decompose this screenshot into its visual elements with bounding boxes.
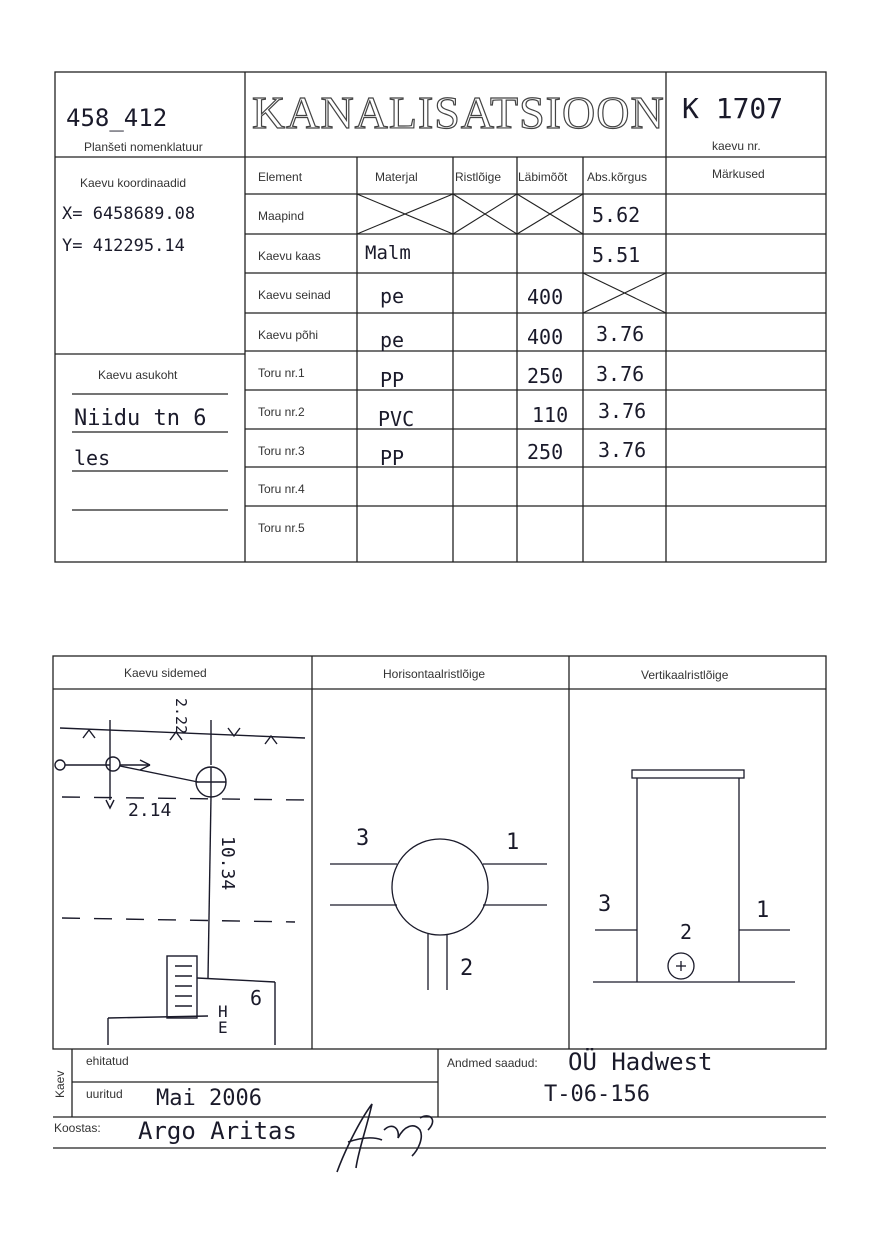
data-source-value: OÜ Hadwest bbox=[568, 1048, 713, 1076]
well-side-label: Kaev bbox=[53, 1070, 67, 1098]
cell-diameter: 250 bbox=[527, 364, 564, 388]
column-header-abs-height: Abs.kõrgus bbox=[587, 170, 648, 184]
cell-abs-height: 3.76 bbox=[596, 362, 645, 386]
location-line-2: les bbox=[74, 446, 111, 470]
data-reference: T-06-156 bbox=[544, 1082, 650, 1107]
surveyed-label: uuritud bbox=[86, 1087, 123, 1101]
cell-abs-height: 3.76 bbox=[598, 399, 647, 423]
cell-material: PP bbox=[380, 368, 405, 392]
cell-abs-height: 5.51 bbox=[592, 243, 641, 267]
cell-material: pe bbox=[380, 328, 405, 352]
coordinate-x: X= 6458689.08 bbox=[62, 204, 196, 224]
row-label: Kaevu põhi bbox=[258, 328, 319, 342]
row-label: Toru nr.4 bbox=[258, 482, 305, 496]
links-letters: HE bbox=[218, 1002, 228, 1037]
cell-diameter: 250 bbox=[527, 440, 564, 464]
vertical-pipe-right-label: 1 bbox=[756, 898, 770, 923]
column-header-cross-section: Ristlõige bbox=[455, 170, 502, 184]
location-label: Kaevu asukoht bbox=[98, 368, 178, 382]
row-label: Maapind bbox=[258, 209, 305, 223]
cell-diameter: 400 bbox=[527, 325, 564, 349]
cell-diameter: 110 bbox=[532, 403, 569, 427]
signature-mark bbox=[337, 1104, 433, 1172]
row-label: Kaevu seinad bbox=[258, 288, 331, 302]
horizontal-pipe-bottom-label: 2 bbox=[460, 956, 474, 981]
cell-material: Malm bbox=[365, 242, 411, 264]
column-header-element: Element bbox=[258, 170, 303, 184]
links-distance: 10.34 bbox=[217, 836, 238, 891]
column-header-diameter: Läbimõõt bbox=[518, 170, 568, 184]
row-label: Toru nr.5 bbox=[258, 521, 305, 535]
horizontal-pipe-left-label: 3 bbox=[356, 826, 370, 851]
vertical-pipe-bottom-label: 2 bbox=[680, 920, 693, 944]
coordinates-label: Kaevu koordinaadid bbox=[80, 176, 187, 190]
cell-abs-height: 5.62 bbox=[592, 203, 641, 227]
links-house-number: 6 bbox=[250, 986, 263, 1010]
form-title: KANALISATSIOON bbox=[252, 87, 665, 138]
surveyed-value: Mai 2006 bbox=[156, 1086, 262, 1111]
cell-abs-height: 3.76 bbox=[596, 322, 645, 346]
cell-material: pe bbox=[380, 284, 405, 308]
nomenclature-value: 458_412 bbox=[66, 104, 168, 132]
built-label: ehitatud bbox=[86, 1054, 129, 1068]
links-offset: 2.14 bbox=[128, 800, 172, 821]
horizontal-panel-label: Horisontaalristlõige bbox=[383, 667, 486, 681]
vertical-pipe-left-label: 3 bbox=[598, 892, 612, 917]
links-panel-label: Kaevu sidemed bbox=[124, 666, 207, 680]
column-header-material: Materjal bbox=[375, 170, 418, 184]
row-label: Toru nr.1 bbox=[258, 366, 305, 380]
cell-material: PP bbox=[380, 446, 405, 470]
vertical-panel-label: Vertikaalristlõige bbox=[641, 668, 729, 682]
nomenclature-label: Planšeti nomenklatuur bbox=[84, 140, 203, 154]
row-label: Toru nr.2 bbox=[258, 405, 305, 419]
compiled-by-value: Argo Aritas bbox=[138, 1117, 297, 1145]
horizontal-pipe-right-label: 1 bbox=[506, 830, 520, 855]
compiled-by-label: Koostas: bbox=[54, 1121, 101, 1135]
cell-abs-height: 3.76 bbox=[598, 438, 647, 462]
well-number-label: kaevu nr. bbox=[712, 139, 761, 153]
links-top-number: 2.22 bbox=[172, 698, 190, 735]
location-line-1: Niidu tn 6 bbox=[74, 406, 207, 431]
data-source-label: Andmed saadud: bbox=[447, 1056, 538, 1070]
cell-diameter: 400 bbox=[527, 285, 564, 309]
row-label: Toru nr.3 bbox=[258, 444, 305, 458]
cell-material: PVC bbox=[378, 407, 415, 431]
well-number-value: K 1707 bbox=[682, 92, 784, 125]
coordinate-y: Y= 412295.14 bbox=[62, 236, 185, 256]
row-label: Kaevu kaas bbox=[258, 249, 321, 263]
column-header-remarks: Märkused bbox=[712, 167, 765, 181]
